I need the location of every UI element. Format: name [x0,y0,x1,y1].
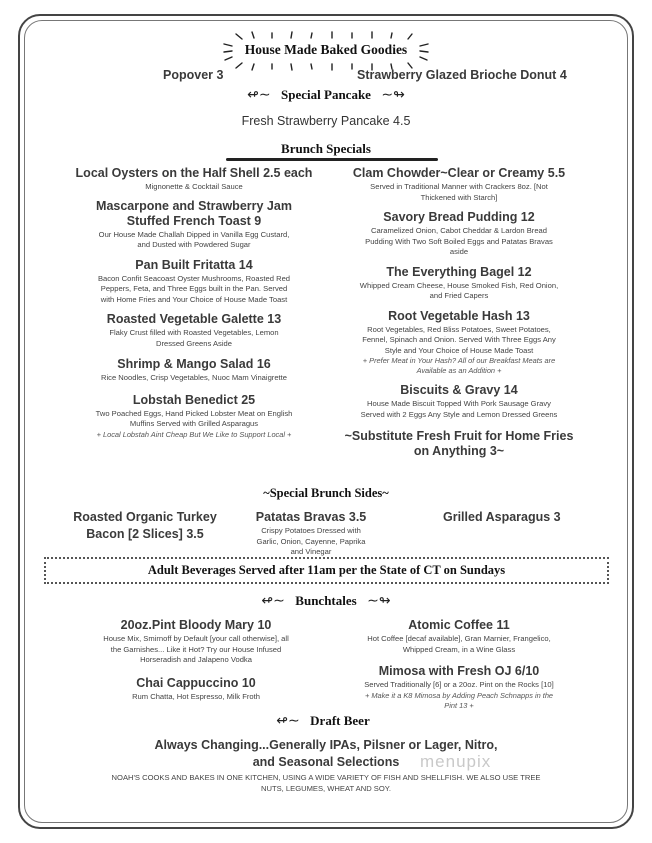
item-description: Thickened with Starch] [420,192,498,202]
menu-item [72,312,316,349]
item-description: and Dusted with Powdered Sugar [137,240,251,249]
item-description: Peppers, Feta, and Three Eggs built in the Pan. Served [100,284,288,293]
item-title: Patatas Bravas 3.5 [255,510,367,524]
item-description: Caramelized Onion, Cabot Cheddar & Lardon Bread [370,226,548,235]
item-description: Two Poached Eggs, Hand Picked Lobster Meat on English [95,408,293,418]
item-description: Our House Made Challah Dipped in Vanilla Egg Custard, [98,229,290,239]
brunch-specials-heading: Brunch Specials [281,141,371,156]
item-description: Garlic, Onion, Cayenne, Paprika [256,536,366,546]
item-title: Roasted Vegetable Galette 13 [106,312,282,326]
item-title: Pan Built Fritatta 14 [135,257,253,272]
item-description: Root Vegetables, Red Bliss Potatoes, Sweet Potatoes, [367,324,551,334]
menu-item [76,618,316,666]
item-description: Rice Noodles, Crisp Vegetables, Nuoc Mam Vinaigrette [101,373,287,382]
special-pancake-heading: Special Pancake [281,87,371,102]
item-title: 20oz.Pint Bloody Mary 10 [120,618,272,632]
item-description: Served Traditionally [6] or a 20oz. Pint on the Rocks [10] [364,680,554,689]
item-description: House Mix, Smirnoff by Default [your call otherwise], all [103,634,289,643]
menu-item [336,383,582,420]
item-title: Mascarpone and Strawberry Jam [96,198,292,213]
item-title: Mimosa with Fresh OJ 6/10 [378,664,540,678]
footer-line: NUTS, LEGUMES, WHEAT AND SOY. [261,784,391,793]
menu-item [336,618,582,655]
item-title: Savory Bread Pudding 12 [383,210,535,224]
menu-item [76,676,316,703]
strawberry-pancake-item: Fresh Strawberry Pancake 4.5 [241,114,411,128]
baked-goodies-heading: House Made Baked Goodies [244,42,408,57]
item-note: + Local Lobstah Aint Cheap But We Like to Support Local + [96,429,292,439]
swash-left-icon: ↫∼ [261,592,285,608]
item-note: Available as an Addition + [416,366,502,375]
item-title: on Anything 3~ [413,444,505,458]
item-description: Whipped Cream Cheese, House Smoked Fish, Red Onion, [359,280,559,290]
item-description: with Home Fries and Your Choice of House Made Toast [100,294,288,304]
item-title: Atomic Coffee 11 [408,618,510,632]
item-title: Roasted Organic Turkey [73,510,217,524]
menu-item [72,166,316,193]
item-title: Biscuits & Gravy 14 [400,383,518,397]
menu-item [336,429,582,459]
menupix-watermark: menupix [420,752,492,771]
menu-item [72,357,316,384]
item-note: + Prefer Meat in Your Hash? All of our Breakfast Meats are [362,356,556,365]
item-description: Horseradish and Jalapeno Vodka [140,655,252,664]
grilled-asparagus-item: Grilled Asparagus 3 [443,510,561,524]
item-description: Crispy Potatoes Dressed with [261,526,361,535]
item-description: Mignonette & Cocktail Sauce [145,182,243,191]
item-title: Clam Chowder~Clear or Creamy 5.5 [352,166,566,180]
swash-right-icon: ∼↬ [381,86,405,102]
item-description: aside [449,247,469,256]
item-title: Chai Cappuccino 10 [136,675,256,690]
allergen-footer [60,772,592,794]
item-description: the Garnishes... Like it Hot? Try our House Infused [110,644,282,654]
item-title: Shrimp & Mango Salad 16 [117,357,271,371]
brunch-specials-rule [226,158,438,161]
menu-item [336,265,582,302]
item-description: Hot Coffee [decaf available], Gran Marnier, Frangelico, [367,634,551,643]
bunchtales-header [236,592,416,610]
banner-text: Adult Beverages Served after 11am per the State of CT on Sundays [147,563,506,577]
item-description: Fennel, Spinach and Onion. Served With Three Eggs Any [362,335,556,344]
item-title: Root Vegetable Hash 13 [388,308,530,323]
patatas-bravas-item [236,510,386,558]
special-pancake-header [220,86,432,104]
bunchtales-left-column [76,618,316,702]
item-note: + Make it a K8 Mimosa by Adding Peach Schnapps in the [364,690,554,700]
item-description: Pudding With Two Soft Boiled Eggs and Patatas Bravas [365,236,553,246]
item-description: and Vinegar [290,547,332,556]
item-description: House Made Biscuit Topped With Pork Sausage Gravy [367,399,551,408]
item-title: Lobstah Benedict 25 [132,392,256,407]
footer-line: NOAH'S COOKS AND BAKES IN ONE KITCHEN, USING A WIDE VARIETY OF FISH AND SHELLFISH. WE ALSO USE TREE [111,773,541,782]
donut-item: Strawberry Glazed Brioche Donut 4 [357,68,567,82]
item-description: Flaky Crust filled with Roasted Vegetables, Lemon [109,328,279,337]
draft-beer-header [236,712,416,730]
item-note: Pint 13 + [444,700,474,710]
item-description: and Fried Capers [429,291,489,300]
menu-item [336,166,582,203]
item-description: Whipped Cream, in a Wine Glass [402,644,516,654]
item-description: Rum Chatta, Hot Espresso, Milk Froth [132,691,260,701]
item-description: Style and Your Choice of House Made Toast [384,345,534,355]
menu-item [336,309,582,377]
draft-beer-heading: Draft Beer [310,713,370,728]
swash-right-icon: ∼↬ [367,592,391,608]
item-title: Stuffed French Toast 9 [126,213,262,228]
item-title: Bacon [2 Slices] 3.5 [86,527,204,541]
special-sides-heading: ~Special Brunch Sides~ [263,486,389,500]
menu-item [336,210,582,258]
menu-item [72,393,316,440]
item-description: Served with 2 Eggs Any Style and Lemon Dressed Greens [360,409,558,419]
brunch-left-column [72,166,316,440]
item-title: The Everything Bagel 12 [386,264,532,279]
swash-left-icon: ↫∼ [247,86,271,102]
item-title: and Seasonal Selections [252,755,400,769]
bunchtales-right-column [336,618,582,711]
item-title: Always Changing...Generally IPAs, Pilsner or Lager, Nitro, [154,738,498,752]
turkey-bacon-item [70,510,220,542]
bunchtales-heading: Bunchtales [295,593,357,608]
adult-beverages-banner [44,557,609,584]
menu-item [336,664,582,711]
item-title: ~Substitute Fresh Fruit for Home Fries [344,429,574,443]
menu-item [72,258,316,306]
swash-left-icon: ↫∼ [276,712,300,728]
brunch-right-column [336,166,582,459]
menu-item [72,199,316,251]
item-description: Served in Traditional Manner with Crackers 8oz. [Not [370,182,548,191]
item-description: Dressed Greens Aside [156,338,232,348]
item-description: Bacon Confit Seacoast Oyster Mushrooms, Roasted Red [97,273,291,283]
item-title: Local Oysters on the Half Shell 2.5 each [75,166,313,180]
popover-item: Popover 3 [163,68,224,82]
item-description: Muffins Served with Grilled Asparagus [129,419,259,428]
